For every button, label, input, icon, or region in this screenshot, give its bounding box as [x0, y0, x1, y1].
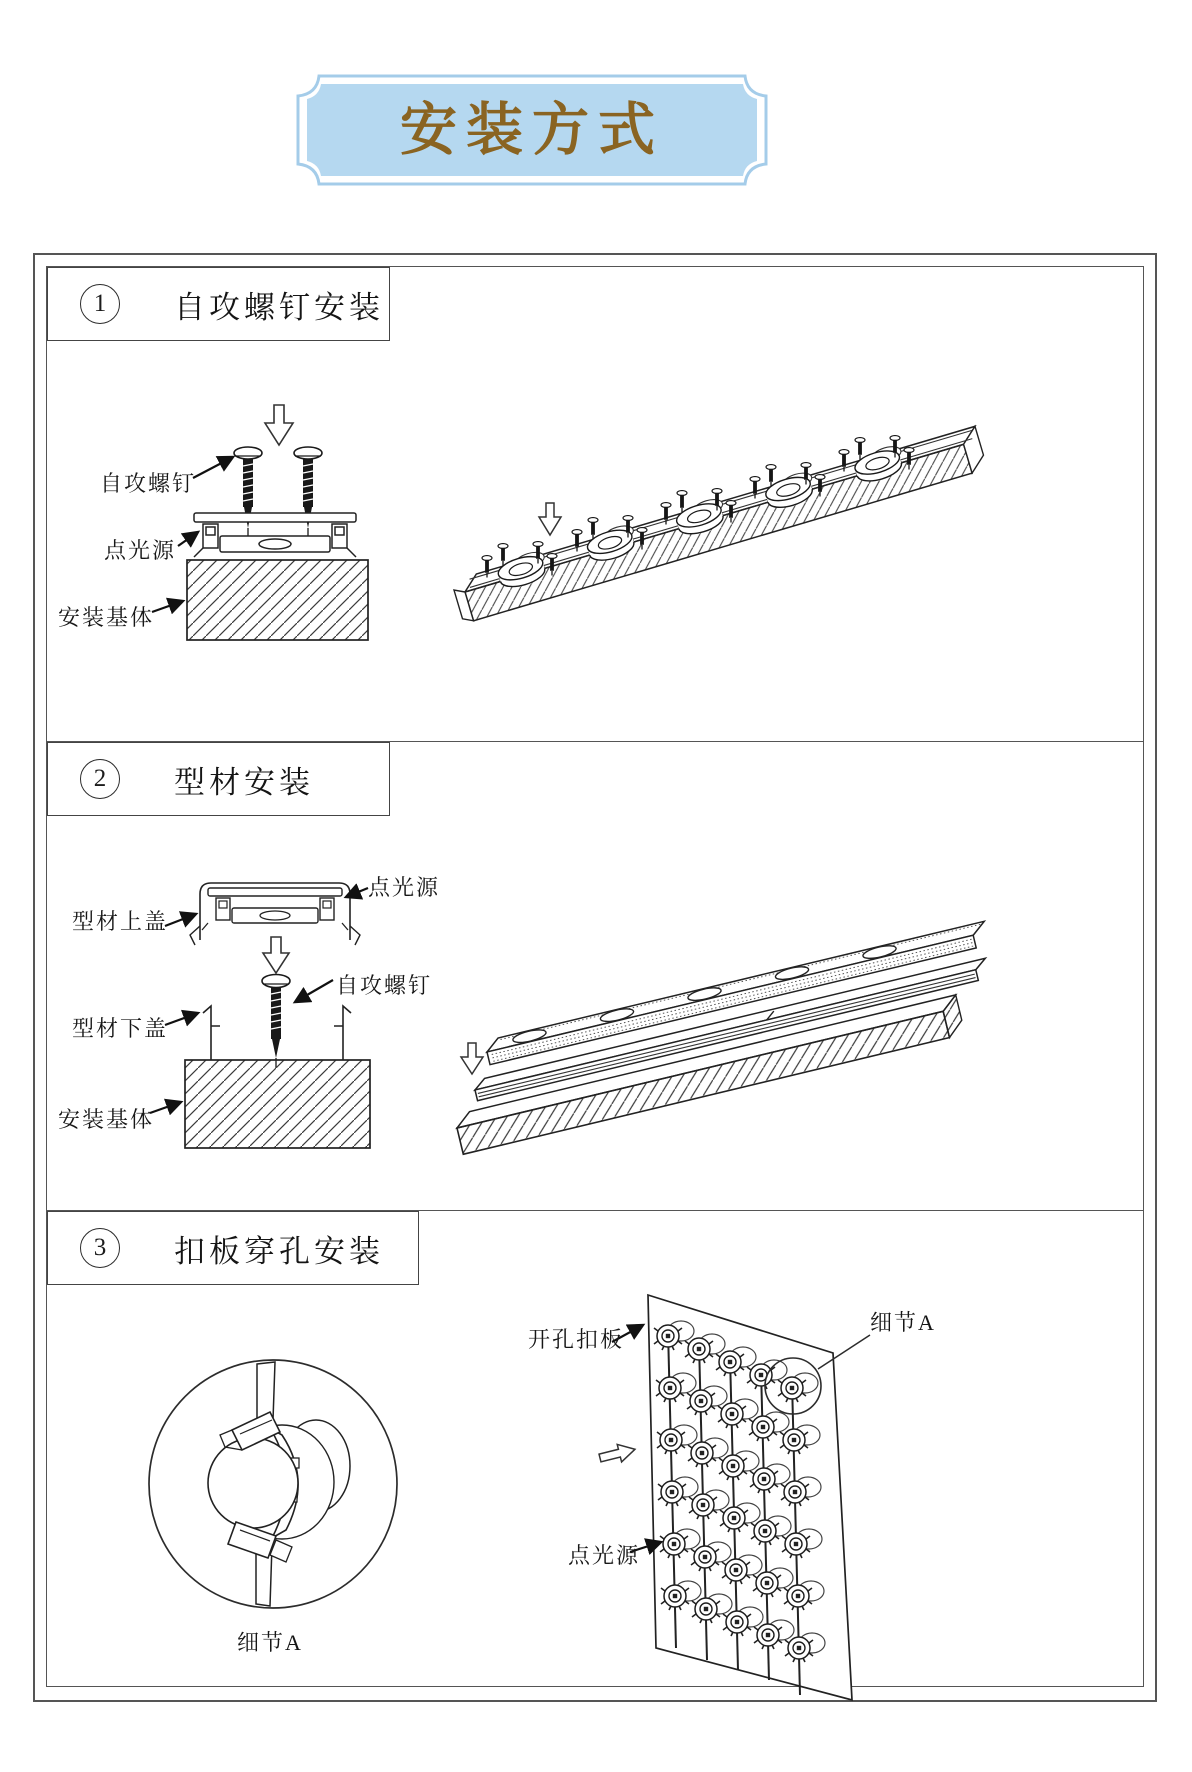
down-arrow-icon: [263, 937, 289, 973]
section-3-header: [47, 1211, 419, 1285]
label-s2-screw: 自攻螺钉: [336, 973, 433, 998]
label-s3-light: 点光源: [568, 1543, 641, 1568]
profile-top-cover-drawing: [190, 883, 360, 945]
screw-right-icon: [294, 447, 322, 537]
mounting-base-drawing: [187, 560, 368, 640]
screw-left-icon: [234, 447, 262, 537]
pointer-base: [150, 1102, 181, 1113]
diagram-s3-detail-circle: [140, 1350, 412, 1640]
section-1-header: [47, 267, 390, 341]
section-2-title: 型材安装: [174, 764, 314, 800]
pointer-base: [152, 601, 183, 612]
diagram-s1-isometric: [420, 380, 995, 650]
label-s2-top-cover: 型材上盖: [72, 909, 169, 934]
pointer-light: [178, 532, 198, 546]
down-arrow-icon: [265, 405, 293, 445]
pointer-bottom-cover: [165, 1013, 198, 1025]
pointer-screw: [295, 980, 333, 1002]
label-s2-base: 安装基体: [58, 1107, 155, 1132]
label-s3-detail-a: 细节A: [870, 1310, 936, 1335]
section-1-number-badge: 1: [80, 284, 120, 324]
label-s3-panel: 开孔扣板: [528, 1327, 625, 1352]
down-arrow-icon: [539, 503, 561, 535]
right-arrow-icon: [598, 1441, 637, 1467]
section-1-title: 自攻螺钉安装: [174, 289, 384, 325]
page-title: 安装方式: [400, 99, 664, 162]
section-3-title: 扣板穿孔安装: [174, 1233, 384, 1269]
label-s1-light: 点光源: [104, 538, 177, 563]
mounting-base-drawing: [185, 1060, 370, 1148]
label-s3-detail-caption: 细节A: [237, 1630, 303, 1655]
section-3-number-badge: 3: [80, 1228, 120, 1268]
pointer-top-cover: [165, 914, 196, 926]
diagram-s2-isometric: [415, 900, 1000, 1170]
down-arrow-icon: [461, 1043, 483, 1074]
diagram-s3-panel: [440, 1280, 1000, 1710]
section-2-header: [47, 742, 390, 816]
label-s1-screw: 自攻螺钉: [100, 471, 197, 496]
label-s1-base: 安装基体: [58, 605, 155, 630]
light-module-drawing: [194, 513, 356, 557]
screw-icon: [262, 975, 290, 1069]
section-2-number-badge: 2: [80, 759, 120, 799]
pointer-screw: [193, 457, 233, 478]
label-s2-light: 点光源: [368, 875, 441, 900]
label-s2-bottom-cover: 型材下盖: [72, 1016, 169, 1041]
